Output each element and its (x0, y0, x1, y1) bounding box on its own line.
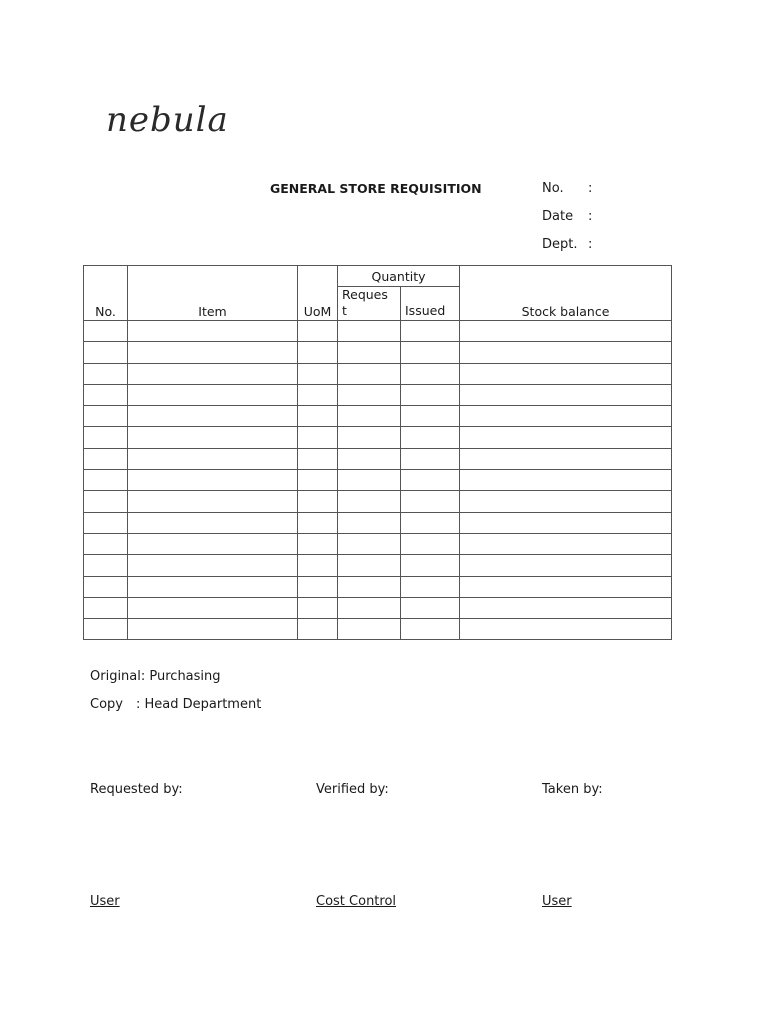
copy-value: : Head Department (136, 697, 262, 712)
cell-stock-balance[interactable] (460, 321, 672, 342)
cell-request[interactable] (338, 363, 401, 384)
header-stock-balance: Stock balance (460, 266, 672, 321)
cell-item[interactable] (128, 384, 298, 405)
cell-item[interactable] (128, 533, 298, 554)
verified-by-label: Verified by: (316, 782, 389, 797)
table-row (84, 470, 672, 491)
cell-issued[interactable] (401, 576, 460, 597)
cell-issued[interactable] (401, 342, 460, 363)
cell-uom[interactable] (298, 576, 338, 597)
nebula-logo: nebula (106, 100, 229, 140)
cell-item[interactable] (128, 427, 298, 448)
cell-no[interactable] (84, 427, 128, 448)
cell-no[interactable] (84, 384, 128, 405)
cell-item[interactable] (128, 576, 298, 597)
cell-stock-balance[interactable] (460, 555, 672, 576)
cell-issued[interactable] (401, 321, 460, 342)
table-row (84, 512, 672, 533)
cell-request[interactable] (338, 619, 401, 640)
cell-item[interactable] (128, 555, 298, 576)
distribution-original (90, 669, 221, 684)
cell-item[interactable] (128, 491, 298, 512)
cell-item[interactable] (128, 470, 298, 491)
table-row (84, 491, 672, 512)
cell-stock-balance[interactable] (460, 363, 672, 384)
table-row (84, 555, 672, 576)
cell-uom[interactable] (298, 406, 338, 427)
cell-issued[interactable] (401, 427, 460, 448)
cell-item[interactable] (128, 448, 298, 469)
cell-no[interactable] (84, 321, 128, 342)
table-row (84, 533, 672, 554)
cell-uom[interactable] (298, 342, 338, 363)
cell-request[interactable] (338, 533, 401, 554)
meta-dept-sep: : (588, 237, 593, 252)
cell-uom[interactable] (298, 470, 338, 491)
cell-request[interactable] (338, 555, 401, 576)
header-no: No. (84, 266, 128, 321)
cell-no[interactable] (84, 470, 128, 491)
cell-stock-balance[interactable] (460, 448, 672, 469)
cell-uom[interactable] (298, 533, 338, 554)
requested-by-role: User (90, 894, 120, 909)
table-row (84, 576, 672, 597)
cell-uom[interactable] (298, 321, 338, 342)
cell-stock-balance[interactable] (460, 384, 672, 405)
original-label: Original: (90, 669, 146, 684)
table-row (84, 619, 672, 640)
cell-issued[interactable] (401, 619, 460, 640)
cell-no[interactable] (84, 363, 128, 384)
original-value: Purchasing (149, 669, 221, 684)
cell-issued[interactable] (401, 512, 460, 533)
cell-request[interactable] (338, 512, 401, 533)
verified-by-role: Cost Control (316, 894, 397, 909)
cell-issued[interactable] (401, 406, 460, 427)
cell-uom[interactable] (298, 512, 338, 533)
cell-request[interactable] (338, 597, 401, 618)
cell-stock-balance[interactable] (460, 427, 672, 448)
header-quantity: Quantity (338, 266, 460, 287)
cell-request[interactable] (338, 321, 401, 342)
cell-stock-balance[interactable] (460, 512, 672, 533)
cell-stock-balance[interactable] (460, 597, 672, 618)
cell-issued[interactable] (401, 363, 460, 384)
taken-by-role: User (542, 894, 572, 909)
cell-no[interactable] (84, 576, 128, 597)
cell-item[interactable] (128, 342, 298, 363)
cell-stock-balance[interactable] (460, 533, 672, 554)
cell-item[interactable] (128, 512, 298, 533)
meta-number-sep: : (588, 181, 593, 196)
cell-uom[interactable] (298, 619, 338, 640)
table-row (84, 427, 672, 448)
cell-request[interactable] (338, 384, 401, 405)
header-issued: Issued (401, 287, 460, 321)
cell-uom[interactable] (298, 427, 338, 448)
cell-uom[interactable] (298, 363, 338, 384)
taken-by-label: Taken by: (542, 782, 603, 797)
cell-no[interactable] (84, 342, 128, 363)
meta-dept (542, 237, 592, 252)
cell-no[interactable] (84, 555, 128, 576)
cell-no[interactable] (84, 448, 128, 469)
cell-request[interactable] (338, 470, 401, 491)
meta-date (542, 209, 592, 224)
cell-issued[interactable] (401, 491, 460, 512)
meta-date-sep: : (588, 209, 593, 224)
cell-uom[interactable] (298, 384, 338, 405)
cell-request[interactable] (338, 427, 401, 448)
table-row (84, 321, 672, 342)
cell-item[interactable] (128, 619, 298, 640)
header-request: Reques t (338, 287, 401, 321)
cell-issued[interactable] (401, 555, 460, 576)
cell-issued[interactable] (401, 470, 460, 491)
meta-dept-label: Dept. (542, 237, 578, 252)
cell-uom[interactable] (298, 555, 338, 576)
cell-stock-balance[interactable] (460, 576, 672, 597)
cell-stock-balance[interactable] (460, 406, 672, 427)
table-row (84, 342, 672, 363)
cell-stock-balance[interactable] (460, 470, 672, 491)
requested-by-label: Requested by: (90, 782, 183, 797)
cell-stock-balance[interactable] (460, 491, 672, 512)
cell-no[interactable] (84, 512, 128, 533)
cell-request[interactable] (338, 406, 401, 427)
meta-number (542, 181, 592, 196)
cell-uom[interactable] (298, 448, 338, 469)
header-item: Item (128, 266, 298, 321)
cell-no[interactable] (84, 597, 128, 618)
cell-item[interactable] (128, 597, 298, 618)
cell-issued[interactable] (401, 597, 460, 618)
cell-item[interactable] (128, 363, 298, 384)
cell-request[interactable] (338, 342, 401, 363)
cell-request[interactable] (338, 576, 401, 597)
cell-request[interactable] (338, 448, 401, 469)
copy-label: Copy (90, 697, 123, 712)
requisition-rows (84, 321, 672, 640)
cell-no[interactable] (84, 406, 128, 427)
cell-uom[interactable] (298, 491, 338, 512)
distribution-copy (90, 697, 261, 712)
meta-number-label: No. (542, 181, 564, 196)
form-title: GENERAL STORE REQUISITION (270, 181, 482, 196)
cell-no[interactable] (84, 533, 128, 554)
cell-item[interactable] (128, 321, 298, 342)
cell-no[interactable] (84, 619, 128, 640)
meta-date-label: Date (542, 209, 574, 224)
cell-issued[interactable] (401, 533, 460, 554)
cell-stock-balance[interactable] (460, 619, 672, 640)
cell-stock-balance[interactable] (460, 342, 672, 363)
header-uom: UoM (298, 266, 338, 321)
cell-item[interactable] (128, 406, 298, 427)
table-row (84, 384, 672, 405)
table-row (84, 448, 672, 469)
requisition-table (83, 265, 672, 640)
cell-issued[interactable] (401, 384, 460, 405)
cell-request[interactable] (338, 491, 401, 512)
table-row (84, 406, 672, 427)
cell-uom[interactable] (298, 597, 338, 618)
cell-no[interactable] (84, 491, 128, 512)
table-row (84, 363, 672, 384)
table-row (84, 597, 672, 618)
cell-issued[interactable] (401, 448, 460, 469)
